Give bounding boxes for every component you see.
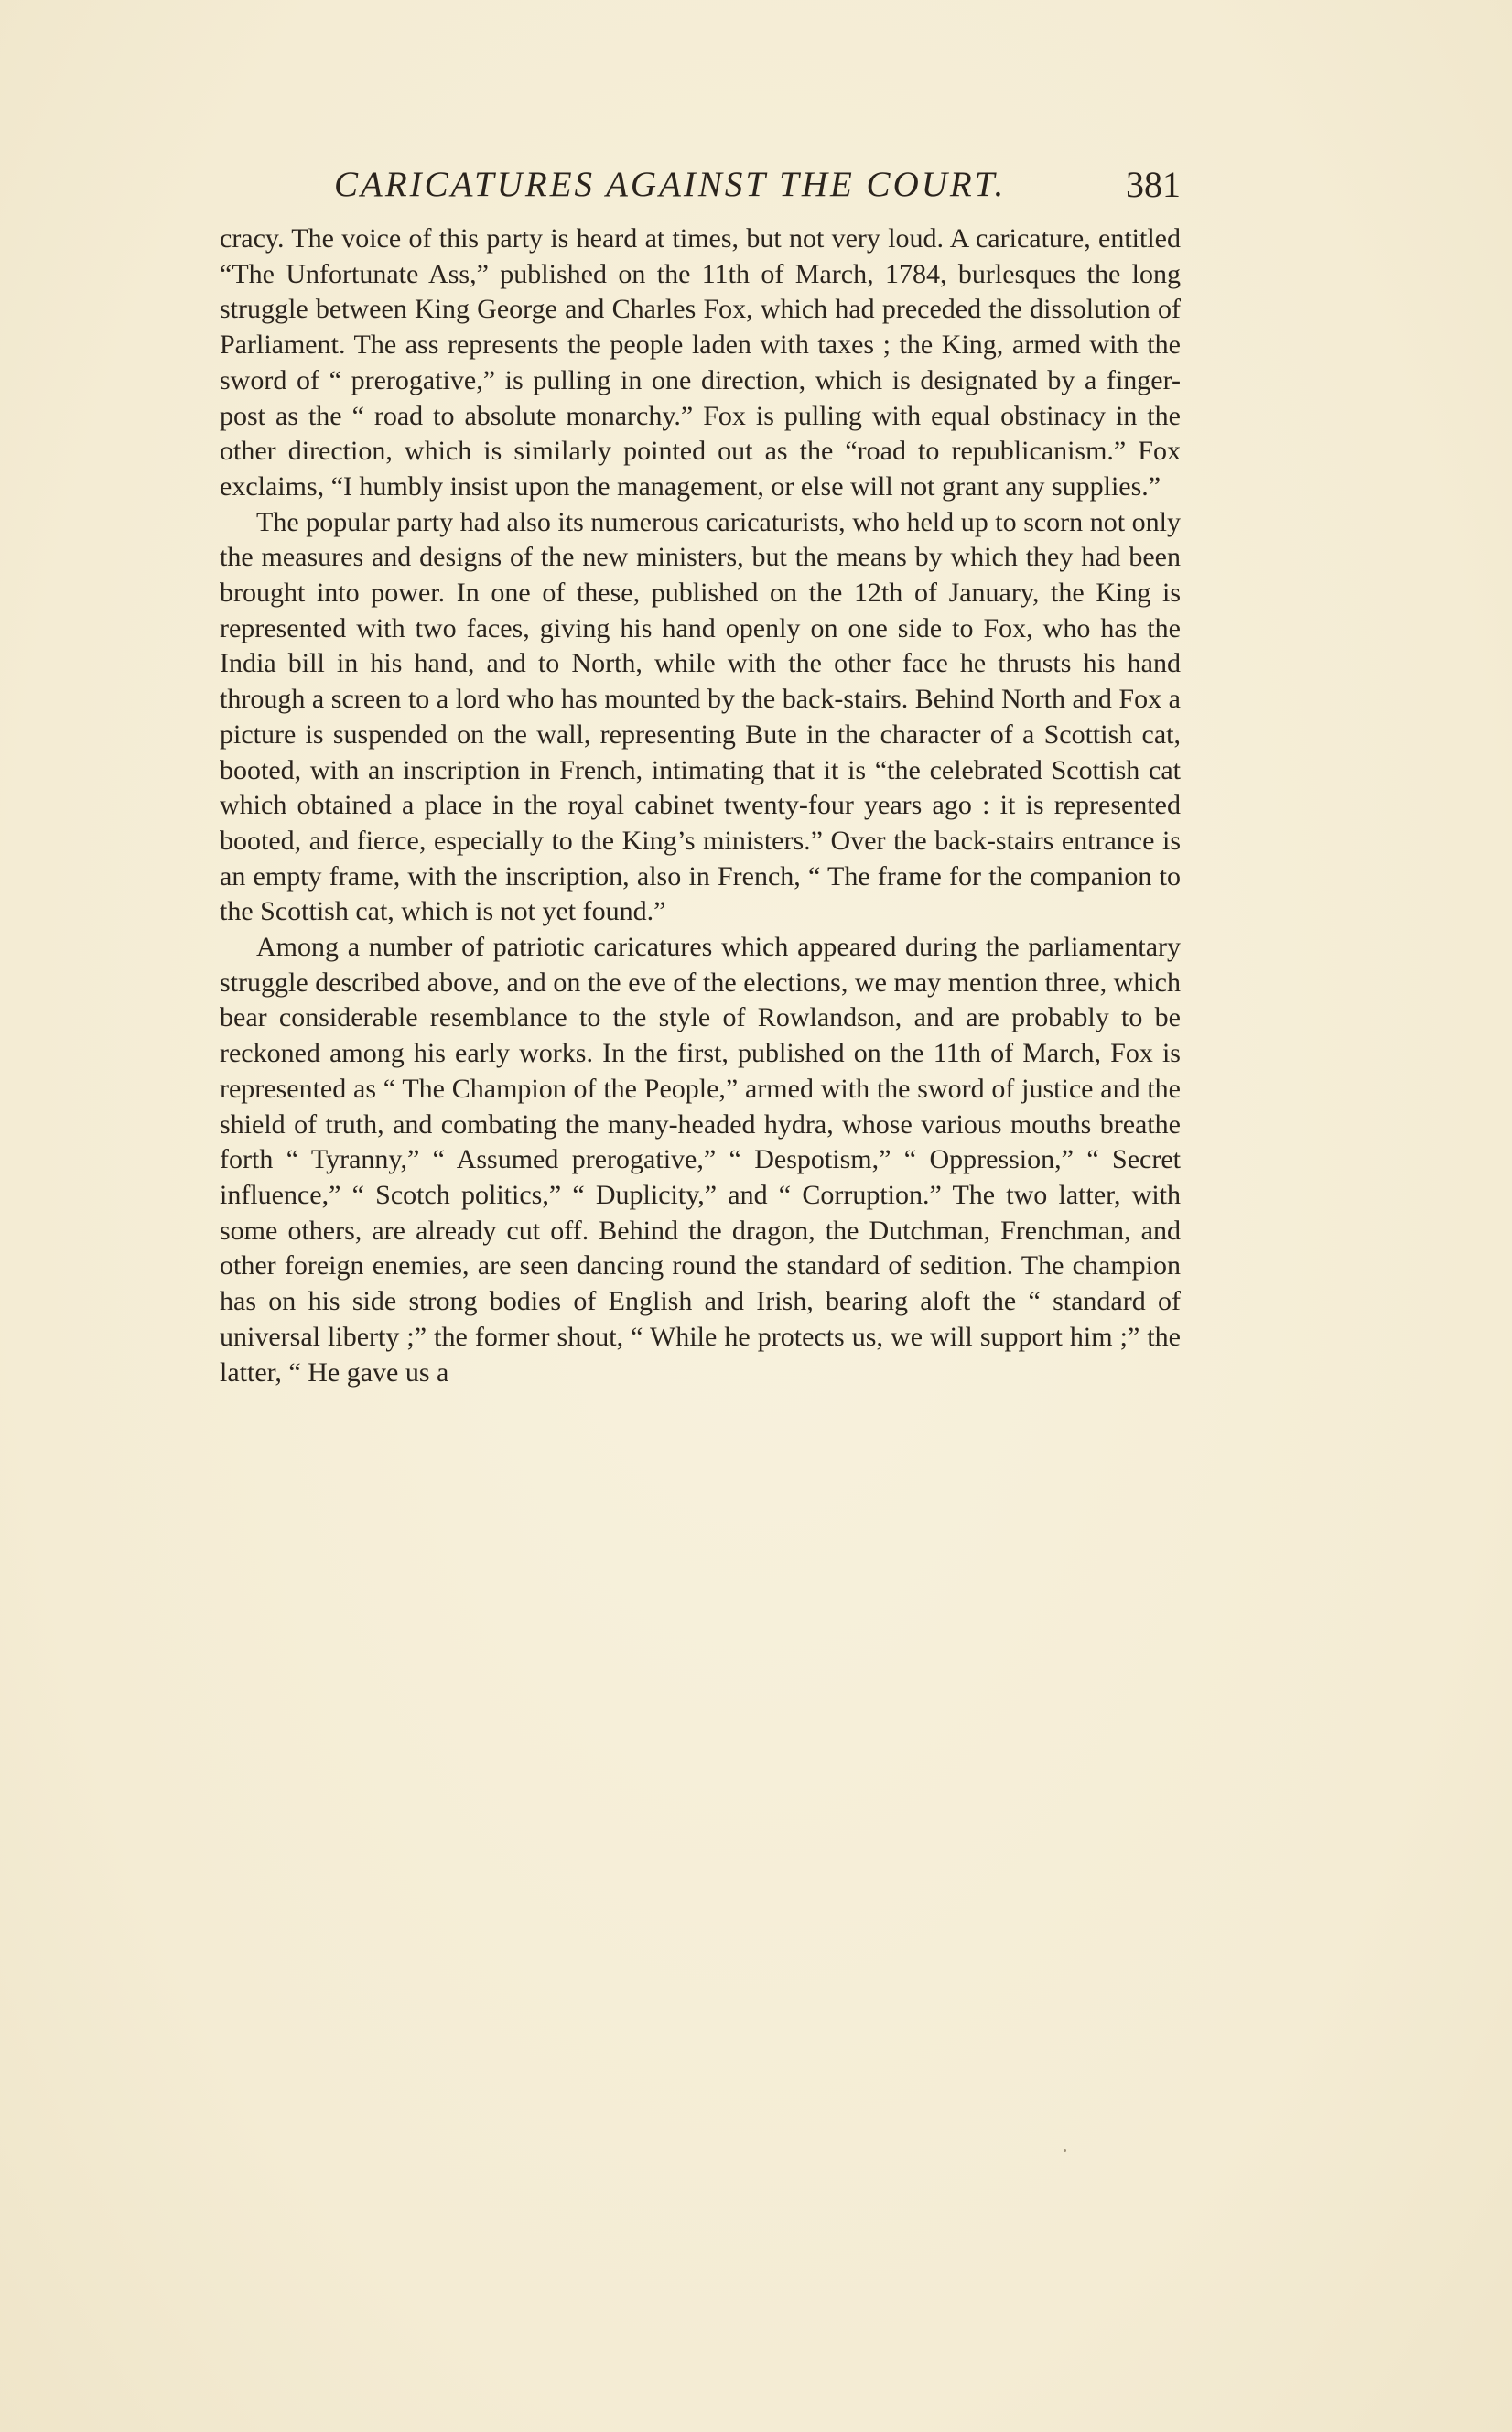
paper-speck	[1064, 2149, 1066, 2152]
page-number: 381	[1126, 164, 1181, 205]
paragraph-patriotic-caricatures: Among a number of patriotic caricatures which appeared during the parliamentary struggle described above, and on the eve of the elections, we may mention three, which bear considerable resemblance to the style of Rowlandson, and are probably to be reckoned among his early works. In the first, published on the 11th of March, Fox is represented as “ The Champion of the People,” armed with the sword of justice and the shield of truth, and combating the many-headed hydra, whose various mouths breathe forth “ Tyranny,” “ Assumed prerogative,” “ Despotism,” “ Oppression,” “ Secret influence,” “ Scotch politics,” “ Duplicity,” and “ Corruption.” The two latter, with some others, are already cut off. Behind the dragon, the Dutchman, Frenchman, and other foreign enemies, are seen dancing round the standard of sedition. The champion has on his side strong bodies of English and Irish, bearing aloft the “ standard of universal liberty ;” the former shout, “ While he protects us, we will support him ;” the latter, “ He gave us a	[220, 932, 1181, 1388]
running-head	[220, 157, 1181, 212]
running-title: CARICATURES AGAINST THE COURT.	[334, 165, 1007, 204]
paragraph-continuation: cracy. The voice of this party is heard at times, but not very loud. A caricature, entitled “The Unfortunate Ass,” published on the 11th of March, 1784, burlesques the long struggle between King George and Charles Fox, which had preceded the dissolution of Parliament. The ass represents the people laden with taxes ; the King, armed with the sword of “ prerogative,” is pulling in one direction, which is designated by a finger-post as the “ road to absolute monarchy.” Fox is pulling with equal obstinacy in the other direction, which is similarly pointed out as the “road to republicanism.” Fox exclaims, “I humbly insist upon the management, or else will not grant any supplies.”	[220, 223, 1181, 502]
body-text	[220, 222, 1181, 1390]
paragraph-popular-party: The popular party had also its numerous caricaturists, who held up to scorn not only the measures and designs of the new ministers, but the means by which they had been brought into power. In one of these, published on the 12th of January, the King is represented with two faces, giving his hand openly on one side to Fox, who has the India bill in his hand, and to North, while with the other face he thrusts his hand through a screen to a lord who has mounted by the back-stairs. Behind North and Fox a picture is suspended on the wall, representing Bute in the character of a Scottish cat, booted, with an inscription in French, intimating that it is “the celebrated Scottish cat which obtained a place in the royal cabinet twenty-four years ago : it is represented booted, and fierce, especially to the King’s ministers.” Over the back-stairs entrance is an empty frame, with the inscription, also in French, “ The frame for the companion to the Scottish cat, which is not yet found.”	[220, 506, 1181, 927]
